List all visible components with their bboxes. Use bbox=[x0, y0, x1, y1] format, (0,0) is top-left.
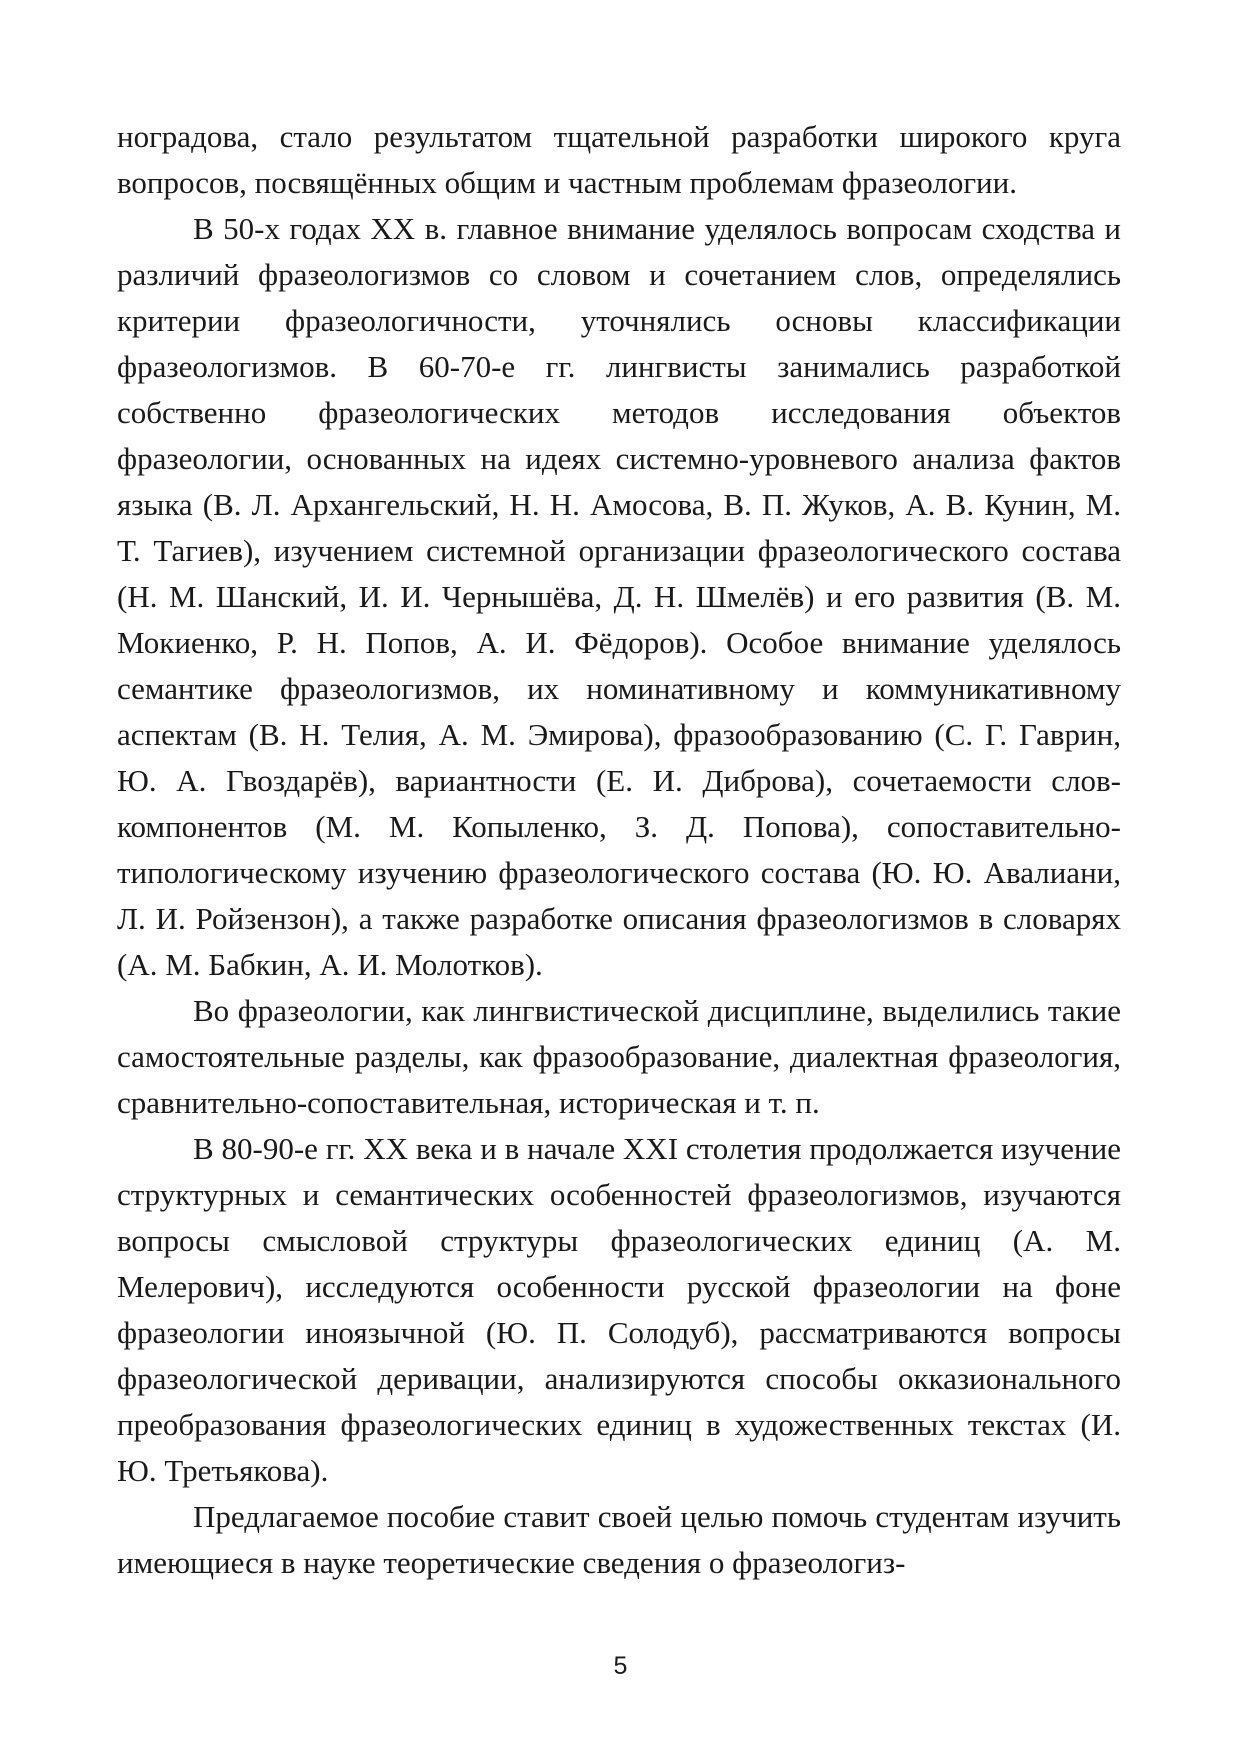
paragraph-4: В 80-90-е гг. XX века и в начале XXI столетия продолжается изучение структурных и семантических особенностей фразеологизмов, изучаются вопросы смысловой структуры фразеологических единиц (А. М. Мелерович), исследуются особенности русской фразеологии на фоне фразеологии иноязычной (Ю. П. Солодуб), рассматриваются вопросы фразеологической деривации, анализируются способы окказионального преобразования фразеологических единиц в художественных текстах (И. Ю. Третьякова). bbox=[117, 1131, 1121, 1488]
paragraph-5: Предлагаемое пособие ставит своей целью помочь студентам изучить имеющиеся в науке теоретические сведения о фразеологиз- bbox=[117, 1499, 1121, 1580]
body-text bbox=[117, 114, 1121, 1586]
page-number: 5 bbox=[613, 1652, 628, 1680]
paragraph-1: ноградова, стало результатом тщательной разработки широкого круга вопросов, посвящённых общим и частным проблемам фразеологии. bbox=[117, 119, 1121, 200]
paragraph-3: Во фразеологии, как лингвистической дисциплине, выделились такие самостоятельные разделы, как фразообразование, диалектная фразеология, сравнительно-сопоставительная, историческая и т. п. bbox=[117, 993, 1121, 1120]
paragraph-2: В 50-х годах XX в. главное внимание уделялось вопросам сходства и различий фразеологизмов со словом и сочетанием слов, определялись критерии фразеологичности, уточнялись основы классификации фразеологизмов. В 60-70-е гг. лингвисты занимались разработкой собственно фразеологических методов исследования объектов фразеологии, основанных на идеях системно-уровневого анализа фактов языка (В. Л. Архангельский, Н. Н. Амосова, В. П. Жуков, А. В. Кунин, М. Т. Тагиев), изучением системной организации фразеологического состава (Н. М. Шанский, И. И. Чернышёва, Д. Н. Шмелёв) и его развития (В. М. Мокиенко, Р. Н. Попов, А. И. Фёдоров). Особое внимание уделялось семантике фразеологизмов, их номинативному и коммуникативному аспектам (В. Н. Телия, А. М. Эмирова), фразообразованию (С. Г. Гаврин, Ю. А. Гвоздарёв), вариантности (Е. И. Диброва), сочетаемости слов-компонентов (М. М. Копыленко, З. Д. Попова), сопоставительно-типологическому изучению фразеологического состава (Ю. Ю. Авалиани, Л. И. Ройзензон), а также разработке описания фразеологизмов в словарях (А. М. Бабкин, А. И. Молотков). bbox=[117, 211, 1121, 982]
